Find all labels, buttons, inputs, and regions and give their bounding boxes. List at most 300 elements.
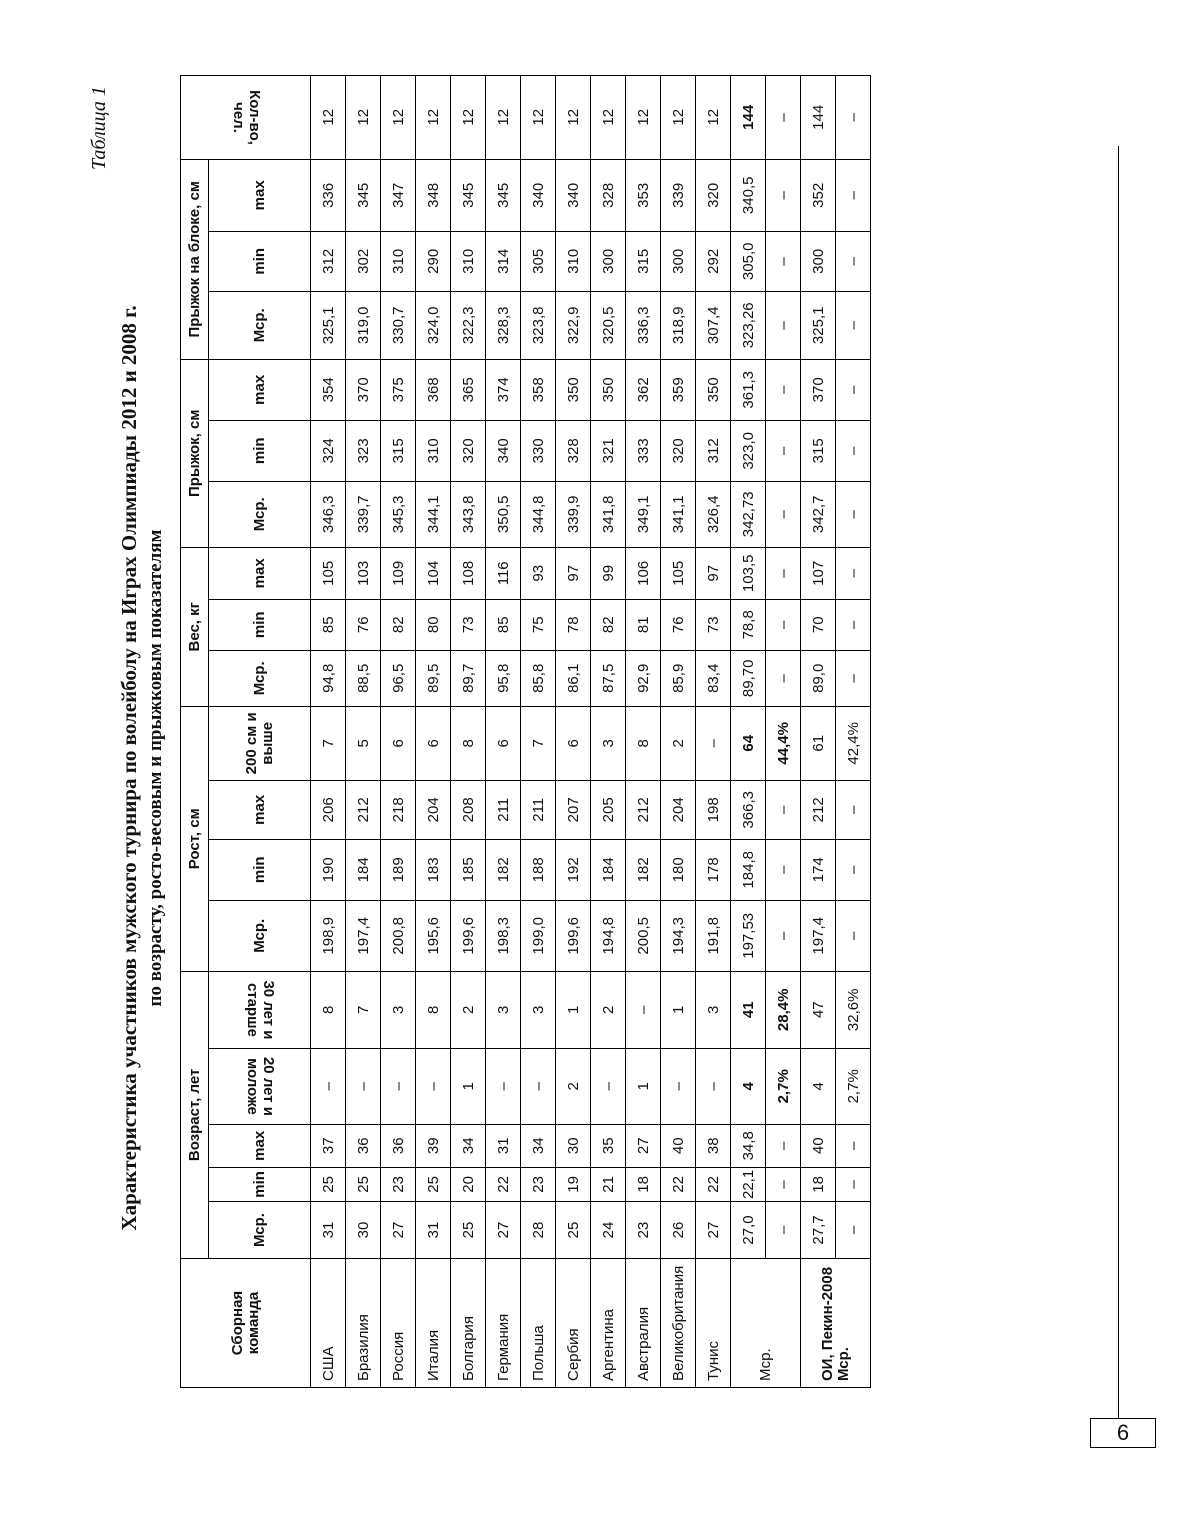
- team-name-cell: США: [311, 1259, 346, 1388]
- value-cell: 199,0: [521, 900, 556, 971]
- header-block-min: min: [209, 231, 311, 291]
- percent-cell: –: [766, 159, 801, 231]
- value-cell: 341,8: [591, 481, 626, 547]
- value-cell: 344,1: [416, 481, 451, 547]
- value-cell: 24: [591, 1202, 626, 1259]
- value-cell: 320: [661, 420, 696, 481]
- value-cell: 326,4: [696, 481, 731, 547]
- value-cell: 22: [696, 1167, 731, 1201]
- team-name-cell: Тунис: [696, 1259, 731, 1388]
- value-cell: 22,1: [731, 1167, 766, 1201]
- value-cell: 38: [696, 1124, 731, 1167]
- value-cell: 103,5: [731, 547, 766, 599]
- table-row: [311, 75, 346, 1387]
- header-jump-min: min: [209, 420, 311, 481]
- value-cell: 12: [346, 75, 381, 159]
- value-cell: 34: [451, 1124, 486, 1167]
- value-cell: 105: [661, 547, 696, 599]
- table-row: [626, 75, 661, 1387]
- value-cell: 4: [731, 1048, 766, 1124]
- value-cell: 347: [381, 159, 416, 231]
- value-cell: 345: [451, 159, 486, 231]
- value-cell: –: [696, 706, 731, 780]
- value-cell: 198,3: [486, 900, 521, 971]
- percent-cell: –: [766, 839, 801, 900]
- value-cell: 323: [346, 420, 381, 481]
- value-cell: 302: [346, 231, 381, 291]
- value-cell: 22: [486, 1167, 521, 1201]
- value-cell: 310: [451, 231, 486, 291]
- value-cell: 183: [416, 839, 451, 900]
- percent-cell: 44,4%: [766, 706, 801, 780]
- value-cell: 7: [346, 971, 381, 1048]
- value-cell: 144: [731, 75, 766, 159]
- value-cell: 330,7: [381, 291, 416, 359]
- percent-cell: –: [766, 1124, 801, 1167]
- value-cell: 375: [381, 359, 416, 420]
- value-cell: 64: [731, 706, 766, 780]
- value-cell: 323,0: [731, 420, 766, 481]
- value-cell: 70: [801, 599, 836, 650]
- value-cell: 184,8: [731, 839, 766, 900]
- value-cell: –: [521, 1048, 556, 1124]
- value-cell: 36: [381, 1124, 416, 1167]
- page-number: 6: [1116, 1420, 1130, 1445]
- value-cell: 361,3: [731, 359, 766, 420]
- percent-cell: –: [836, 1124, 871, 1167]
- value-cell: 12: [311, 75, 346, 159]
- value-cell: 290: [416, 231, 451, 291]
- value-cell: 82: [381, 599, 416, 650]
- value-cell: 108: [451, 547, 486, 599]
- table-row: [486, 75, 521, 1387]
- value-cell: 340: [486, 420, 521, 481]
- value-cell: 211: [521, 780, 556, 839]
- value-cell: 80: [416, 599, 451, 650]
- header-weight-min: min: [209, 599, 311, 650]
- value-cell: 206: [311, 780, 346, 839]
- table-title: Характеристика участников мужского турнира по волейболу на Играх Олимпиады 2012 и 2008 г.: [117, 305, 141, 1231]
- value-cell: 345: [346, 159, 381, 231]
- value-cell: 218: [381, 780, 416, 839]
- value-cell: 12: [626, 75, 661, 159]
- value-cell: 324: [311, 420, 346, 481]
- table-row: [416, 75, 451, 1387]
- value-cell: 320: [451, 420, 486, 481]
- value-cell: 6: [486, 706, 521, 780]
- value-cell: 198: [696, 780, 731, 839]
- value-cell: 192: [556, 839, 591, 900]
- value-cell: 31: [416, 1202, 451, 1259]
- value-cell: 8: [311, 971, 346, 1048]
- value-cell: 350: [696, 359, 731, 420]
- value-cell: 194,8: [591, 900, 626, 971]
- header-weight-mean: Мср.: [209, 650, 311, 706]
- value-cell: 85,8: [521, 650, 556, 706]
- team-name-cell: Сербия: [556, 1259, 591, 1388]
- value-cell: 322,9: [556, 291, 591, 359]
- value-cell: 31: [311, 1202, 346, 1259]
- value-cell: 25: [556, 1202, 591, 1259]
- value-cell: 35: [591, 1124, 626, 1167]
- value-cell: 348: [416, 159, 451, 231]
- value-cell: 339,9: [556, 481, 591, 547]
- table-row: [381, 75, 416, 1387]
- value-cell: 86,1: [556, 650, 591, 706]
- mean_row-label: Мср.: [731, 1259, 801, 1388]
- value-cell: 12: [486, 75, 521, 159]
- percent-cell: –: [766, 900, 801, 971]
- team-name-cell: Великобритания: [661, 1259, 696, 1388]
- value-cell: 109: [381, 547, 416, 599]
- value-cell: 92,9: [626, 650, 661, 706]
- value-cell: 328: [591, 159, 626, 231]
- value-cell: 339,7: [346, 481, 381, 547]
- table-caption: Таблица 1: [88, 86, 110, 170]
- value-cell: 3: [696, 971, 731, 1048]
- mean_row-row-percent: [766, 75, 801, 1387]
- volleyball-stats-table: [180, 75, 871, 1388]
- percent-cell: –: [836, 159, 871, 231]
- value-cell: –: [591, 1048, 626, 1124]
- value-cell: 321: [591, 420, 626, 481]
- header-age-min: min: [209, 1167, 311, 1201]
- value-cell: 343,8: [451, 481, 486, 547]
- value-cell: 73: [451, 599, 486, 650]
- value-cell: 8: [451, 706, 486, 780]
- value-cell: 174: [801, 839, 836, 900]
- header-block-max: max: [209, 159, 311, 231]
- table-body: [311, 75, 871, 1387]
- percent-cell: –: [766, 599, 801, 650]
- value-cell: 93: [521, 547, 556, 599]
- value-cell: 199,6: [556, 900, 591, 971]
- value-cell: 211: [486, 780, 521, 839]
- percent-cell: –: [766, 1167, 801, 1201]
- value-cell: 1: [556, 971, 591, 1048]
- value-cell: 3: [591, 706, 626, 780]
- value-cell: 88,5: [346, 650, 381, 706]
- value-cell: 76: [661, 599, 696, 650]
- value-cell: 200,5: [626, 900, 661, 971]
- percent-cell: –: [836, 75, 871, 159]
- value-cell: 27,0: [731, 1202, 766, 1259]
- value-cell: 341,1: [661, 481, 696, 547]
- value-cell: 350: [591, 359, 626, 420]
- value-cell: 350: [556, 359, 591, 420]
- value-cell: 300: [801, 231, 836, 291]
- value-cell: 340: [556, 159, 591, 231]
- value-cell: 352: [801, 159, 836, 231]
- value-cell: 212: [801, 780, 836, 839]
- value-cell: 12: [591, 75, 626, 159]
- value-cell: 344,8: [521, 481, 556, 547]
- value-cell: 190: [311, 839, 346, 900]
- value-cell: 8: [626, 706, 661, 780]
- value-cell: 18: [801, 1167, 836, 1201]
- value-cell: 314: [486, 231, 521, 291]
- team-name-cell: Аргентина: [591, 1259, 626, 1388]
- value-cell: 178: [696, 839, 731, 900]
- value-cell: 333: [626, 420, 661, 481]
- value-cell: –: [696, 1048, 731, 1124]
- value-cell: 4: [801, 1048, 836, 1124]
- value-cell: 103: [346, 547, 381, 599]
- percent-cell: –: [836, 650, 871, 706]
- value-cell: 305,0: [731, 231, 766, 291]
- value-cell: 319,0: [346, 291, 381, 359]
- value-cell: 300: [591, 231, 626, 291]
- value-cell: –: [311, 1048, 346, 1124]
- value-cell: 197,4: [801, 900, 836, 971]
- value-cell: 27: [486, 1202, 521, 1259]
- header-count: Кол-во, чел.: [181, 75, 311, 159]
- value-cell: 315: [801, 420, 836, 481]
- value-cell: 95,8: [486, 650, 521, 706]
- table-row: [346, 75, 381, 1387]
- value-cell: 12: [381, 75, 416, 159]
- value-cell: 191,8: [696, 900, 731, 971]
- percent-cell: –: [766, 650, 801, 706]
- value-cell: 6: [416, 706, 451, 780]
- value-cell: 312: [696, 420, 731, 481]
- value-cell: 85: [486, 599, 521, 650]
- percent-cell: 32,6%: [836, 971, 871, 1048]
- percent-cell: –: [766, 231, 801, 291]
- value-cell: 25: [346, 1167, 381, 1201]
- percent-cell: –: [766, 780, 801, 839]
- value-cell: 23: [521, 1167, 556, 1201]
- value-cell: 184: [591, 839, 626, 900]
- value-cell: 323,8: [521, 291, 556, 359]
- value-cell: 85,9: [661, 650, 696, 706]
- value-cell: 340: [521, 159, 556, 231]
- value-cell: 97: [696, 547, 731, 599]
- percent-cell: –: [836, 291, 871, 359]
- value-cell: 323,26: [731, 291, 766, 359]
- value-cell: 12: [661, 75, 696, 159]
- percent-cell: –: [766, 420, 801, 481]
- value-cell: 339: [661, 159, 696, 231]
- value-cell: 320: [696, 159, 731, 231]
- value-cell: 350,5: [486, 481, 521, 547]
- value-cell: 328,3: [486, 291, 521, 359]
- value-cell: 40: [661, 1124, 696, 1167]
- table-row: [661, 75, 696, 1387]
- value-cell: 76: [346, 599, 381, 650]
- value-cell: 318,9: [661, 291, 696, 359]
- value-cell: 189: [381, 839, 416, 900]
- value-cell: 85: [311, 599, 346, 650]
- team-name-cell: Россия: [381, 1259, 416, 1388]
- value-cell: 325,1: [311, 291, 346, 359]
- value-cell: 36: [346, 1124, 381, 1167]
- value-cell: 25: [416, 1167, 451, 1201]
- value-cell: 365: [451, 359, 486, 420]
- value-cell: 61: [801, 706, 836, 780]
- table-row: [556, 75, 591, 1387]
- value-cell: 78,8: [731, 599, 766, 650]
- value-cell: 197,53: [731, 900, 766, 971]
- value-cell: 96,5: [381, 650, 416, 706]
- value-cell: 89,0: [801, 650, 836, 706]
- header-height-min: min: [209, 839, 311, 900]
- value-cell: 2: [556, 1048, 591, 1124]
- value-cell: 354: [311, 359, 346, 420]
- percent-cell: –: [836, 547, 871, 599]
- header-age-mean: Мср.: [209, 1202, 311, 1259]
- value-cell: 1: [661, 971, 696, 1048]
- team-name-cell: Австралия: [626, 1259, 661, 1388]
- value-cell: 199,6: [451, 900, 486, 971]
- percent-cell: –: [836, 780, 871, 839]
- value-cell: 305: [521, 231, 556, 291]
- value-cell: 7: [521, 706, 556, 780]
- value-cell: 366,3: [731, 780, 766, 839]
- value-cell: 345,3: [381, 481, 416, 547]
- table-row: [451, 75, 486, 1387]
- value-cell: 208: [451, 780, 486, 839]
- value-cell: –: [661, 1048, 696, 1124]
- header-height-200: 200 см и выше: [209, 706, 311, 780]
- value-cell: 349,1: [626, 481, 661, 547]
- percent-cell: –: [766, 481, 801, 547]
- percent-cell: –: [836, 599, 871, 650]
- value-cell: 324,0: [416, 291, 451, 359]
- value-cell: 12: [451, 75, 486, 159]
- value-cell: 94,8: [311, 650, 346, 706]
- value-cell: 28: [521, 1202, 556, 1259]
- value-cell: 182: [486, 839, 521, 900]
- value-cell: 188: [521, 839, 556, 900]
- value-cell: 3: [486, 971, 521, 1048]
- value-cell: 205: [591, 780, 626, 839]
- value-cell: 97: [556, 547, 591, 599]
- value-cell: 342,73: [731, 481, 766, 547]
- header-weight-max: max: [209, 547, 311, 599]
- beijing_row-label: ОИ, Пекин-2008 Мср.: [801, 1259, 871, 1388]
- table-row: [521, 75, 556, 1387]
- value-cell: 195,6: [416, 900, 451, 971]
- header-block-group: Прыжок на блоке, см: [181, 159, 209, 359]
- header-team: Сборная команда: [181, 1259, 311, 1388]
- value-cell: 212: [626, 780, 661, 839]
- percent-cell: 28,4%: [766, 971, 801, 1048]
- value-cell: –: [486, 1048, 521, 1124]
- value-cell: 6: [556, 706, 591, 780]
- value-cell: 20: [451, 1167, 486, 1201]
- header-height-max: max: [209, 780, 311, 839]
- value-cell: 362: [626, 359, 661, 420]
- team-name-cell: Бразилия: [346, 1259, 381, 1388]
- value-cell: 81: [626, 599, 661, 650]
- value-cell: 39: [416, 1124, 451, 1167]
- value-cell: 207: [556, 780, 591, 839]
- value-cell: 26: [661, 1202, 696, 1259]
- value-cell: 180: [661, 839, 696, 900]
- value-cell: 184: [346, 839, 381, 900]
- footer-rule: [1118, 146, 1119, 1418]
- value-cell: 328: [556, 420, 591, 481]
- page-number-box: [1090, 1418, 1156, 1448]
- value-cell: 40: [801, 1124, 836, 1167]
- value-cell: 73: [696, 599, 731, 650]
- value-cell: 25: [311, 1167, 346, 1201]
- value-cell: 12: [521, 75, 556, 159]
- value-cell: 107: [801, 547, 836, 599]
- value-cell: 315: [381, 420, 416, 481]
- value-cell: 1: [626, 1048, 661, 1124]
- percent-cell: –: [836, 900, 871, 971]
- header-age-group: Возраст, лет: [181, 971, 209, 1258]
- value-cell: 78: [556, 599, 591, 650]
- header-age-20: 20 лет и моложе: [209, 1048, 311, 1124]
- value-cell: 47: [801, 971, 836, 1048]
- value-cell: 27: [381, 1202, 416, 1259]
- value-cell: 212: [346, 780, 381, 839]
- value-cell: 185: [451, 839, 486, 900]
- table-subtitle: по возрасту, росто-весовым и прыжковым показателям: [145, 529, 166, 1007]
- value-cell: 7: [311, 706, 346, 780]
- value-cell: 198,9: [311, 900, 346, 971]
- value-cell: 34: [521, 1124, 556, 1167]
- value-cell: 200,8: [381, 900, 416, 971]
- value-cell: 340,5: [731, 159, 766, 231]
- value-cell: 330: [521, 420, 556, 481]
- value-cell: 8: [416, 971, 451, 1048]
- value-cell: 87,5: [591, 650, 626, 706]
- mean_row-row-values: [731, 75, 766, 1387]
- header-age-30: 30 лет и старше: [209, 971, 311, 1048]
- value-cell: 19: [556, 1167, 591, 1201]
- percent-cell: 42,4%: [836, 706, 871, 780]
- value-cell: 2: [451, 971, 486, 1048]
- value-cell: 194,3: [661, 900, 696, 971]
- value-cell: 104: [416, 547, 451, 599]
- value-cell: 300: [661, 231, 696, 291]
- value-cell: 89,7: [451, 650, 486, 706]
- percent-cell: –: [766, 1202, 801, 1259]
- percent-cell: –: [836, 839, 871, 900]
- table-row: [591, 75, 626, 1387]
- percent-cell: –: [836, 1202, 871, 1259]
- value-cell: 12: [416, 75, 451, 159]
- value-cell: 336,3: [626, 291, 661, 359]
- value-cell: 322,3: [451, 291, 486, 359]
- value-cell: 2: [591, 971, 626, 1048]
- value-cell: 23: [381, 1167, 416, 1201]
- value-cell: 30: [556, 1124, 591, 1167]
- value-cell: 336: [311, 159, 346, 231]
- value-cell: 105: [311, 547, 346, 599]
- value-cell: 346,3: [311, 481, 346, 547]
- value-cell: 23: [626, 1202, 661, 1259]
- team-name-cell: Польша: [521, 1259, 556, 1388]
- header-height-group: Рост, см: [181, 706, 209, 971]
- percent-cell: –: [766, 547, 801, 599]
- header-block-mean: Мср.: [209, 291, 311, 359]
- value-cell: 315: [626, 231, 661, 291]
- value-cell: 5: [346, 706, 381, 780]
- percent-cell: 2,7%: [836, 1048, 871, 1124]
- value-cell: 292: [696, 231, 731, 291]
- percent-cell: –: [766, 291, 801, 359]
- percent-cell: 2,7%: [766, 1048, 801, 1124]
- value-cell: 99: [591, 547, 626, 599]
- value-cell: 310: [381, 231, 416, 291]
- value-cell: 342,7: [801, 481, 836, 547]
- value-cell: 310: [556, 231, 591, 291]
